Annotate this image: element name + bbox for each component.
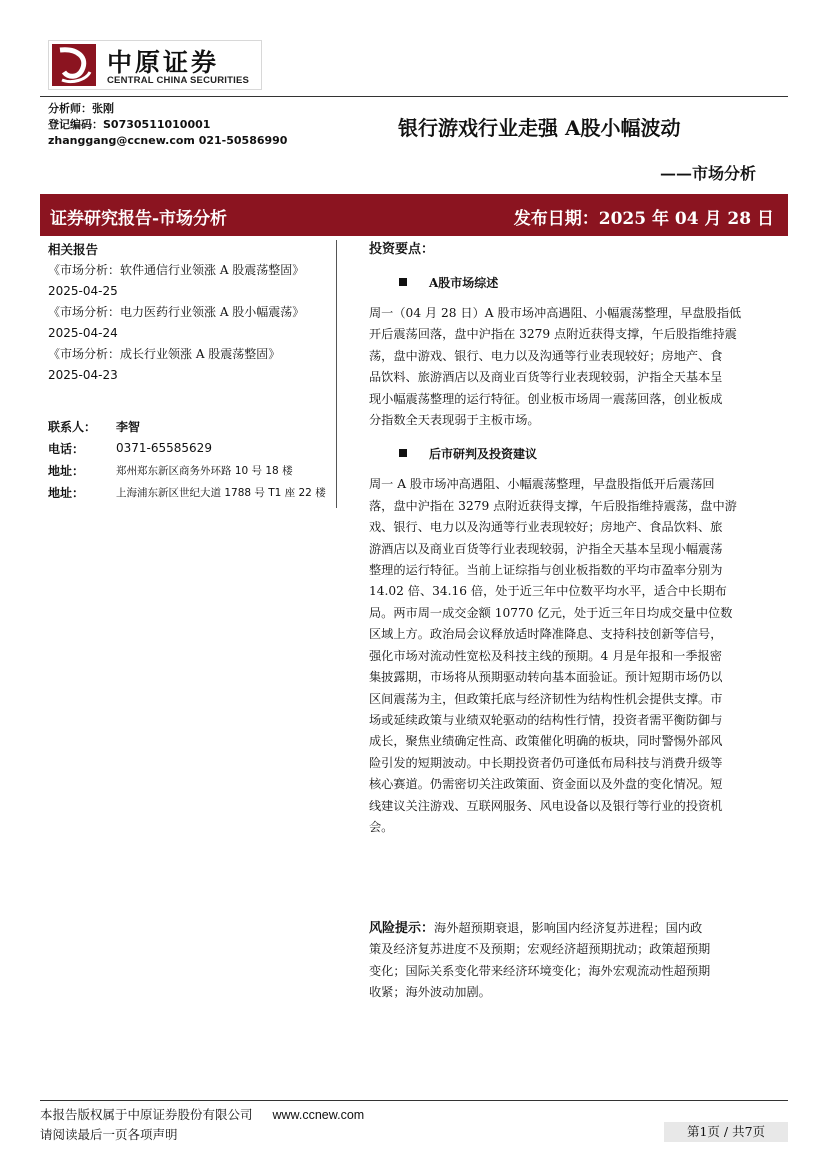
banner-publish-date: 发布日期：2025 年 04 月 28 日 [513,209,774,229]
text-line: 区间震荡为主，但政策托底与经济韧性为结构性机会提供支撑。市 [369,691,723,706]
analyst-name: 分析师：张刚 [48,102,114,115]
investment-highlights [369,239,787,838]
contact-address-shanghai: 上海浦东新区世纪大道 1788 号 T1 座 22 楼 [116,486,326,499]
bullet-square-icon [399,278,407,286]
contact-row [48,481,328,503]
contact-label: 联系人： [48,419,97,434]
text-line: 品饮料、旅游酒店以及商业百货等行业表现较弱，沪指全天基本呈 [369,370,723,385]
text-line: 会。 [369,819,394,834]
logo-chinese-name: 中原证券 [107,48,220,77]
text-line: 荡，盘中游戏、银行、电力以及沟通等行业表现较好；房地产、食 [369,348,723,363]
text-line: 集披露期，市场将从预期驱动转向基本面验证。预计短期市场仍以 [369,670,723,685]
footer-disclaimer: 请阅读最后一页各项声明 [40,1127,178,1142]
company-logo [48,40,262,90]
text-line: 开后震荡回落，盘中沪指在 3279 点附近获得支撑，午后股指维持震 [369,327,737,342]
page-indicator: 第1页 / 共7页 [664,1122,788,1142]
text-line: 落，盘中沪指在 3279 点附近获得支撑，午后股指维持震荡，盘中游 [369,498,737,513]
section-outlook-heading [369,443,787,463]
logo-english-name: CENTRAL CHINA SECURITIES [107,75,250,86]
header-rule [40,96,788,97]
contact-address-zhengzhou: 郑州郑东新区商务外环路 10 号 18 楼 [116,464,293,477]
contact-label: 地址： [48,463,85,478]
related-reports [48,239,328,386]
text-line: 区域上方。政治局会议释放适时降准降息、支持科技创新等信号， [369,627,723,642]
text-line: 整理的运行特征。当前上证综指与创业板指数的平均市盈率分别为 [369,563,723,578]
highlights-heading: 投资要点： [369,242,435,257]
outlook-text [369,474,787,838]
report-subtitle: ——市场分析 [659,164,756,183]
related-report-item[interactable]: 《市场分析：电力医药行业领涨 A 股小幅震荡》 2025-04-24 [48,305,305,340]
contact-phone: 0371-65585629 [116,441,212,455]
text-line: 策及经济复苏进度不及预期；宏观经济超预期扰动；政策超预期 [369,942,711,957]
text-line: 周一（04 月 28 日）A 股市场冲高遇阻、小幅震荡整理，早盘股指低 [369,306,742,320]
text-line: 线建议关注游戏、互联网服务、风电设备以及银行等行业的投资机 [369,798,723,813]
footer-website-link[interactable]: www.ccnew.com [272,1108,365,1122]
text-line: 收紧；海外波动加剧。 [369,985,491,1000]
text-line: 核心赛道。仍需密切关注政策面、资金面以及外盘的变化情况。短 [369,777,723,792]
contact-row [48,415,328,437]
logo-mark-icon [52,44,96,86]
section-title: A股市场综述 [429,275,499,290]
banner-report-type: 证券研究报告-市场分析 [50,209,228,229]
contact-info [48,415,328,503]
contact-person: 李智 [116,419,141,434]
footer-rule [40,1100,788,1101]
text-line: 海外超预期衰退，影响国内经济复苏进程；国内政 [434,921,703,935]
contact-label: 地址： [48,485,85,500]
risk-label: 风险提示： [369,921,435,936]
related-reports-heading: 相关报告 [48,242,99,257]
section-market-review-heading [369,272,787,292]
risk-warning [369,918,787,1004]
text-line: 周一 A 股市场冲高遇阻、小幅震荡整理，早盘股指低开后震荡回 [369,477,715,492]
analyst-contact: zhanggang@ccnew.com 021-50586990 [48,134,288,147]
text-line: 现小幅震荡整理的运行特征。创业板市场周一震荡回落，创业板成 [369,391,723,406]
market-review-text [369,303,787,431]
related-report-item[interactable]: 《市场分析：成长行业领涨 A 股震荡整固》 2025-04-23 [48,347,281,382]
section-title: 后市研判及投资建议 [429,446,538,461]
text-line: 成长，聚焦业绩确定性高、政策催化明确的板块，同时警惕外部风 [369,734,723,749]
text-line: 游酒店以及商业百货等行业表现较弱，沪指全天基本呈现小幅震荡 [369,541,723,556]
bullet-square-icon [399,449,407,457]
analyst-registration: 登记编码：S0730511010001 [48,118,211,131]
related-report-item[interactable]: 《市场分析：软件通信行业领涨 A 股震荡整固》 2025-04-25 [48,263,305,298]
text-line: 分指数全天表现弱于主板市场。 [369,413,540,428]
report-title: 银行游戏行业走强 A股小幅波动 [398,116,681,140]
contact-row [48,459,328,481]
text-line: 14.02 倍、34.16 倍，处于近三年中位数平均水平，适合中长期布 [369,584,727,599]
report-banner [40,194,788,236]
contact-row [48,437,328,459]
analyst-info [48,101,287,149]
contact-label: 电话： [48,441,85,456]
footer-copyright: 本报告版权属于中原证券股份有限公司 [40,1107,253,1122]
footer-info [40,1105,364,1144]
text-line: 戏、银行、电力以及沟通等行业表现较好；房地产、食品饮料、旅 [369,520,723,535]
text-line: 险引发的短期波动。中长期投资者仍可逢低布局科技与消费升级等 [369,755,723,770]
text-line: 局。两市周一成交金额 10770 亿元，处于近三年日均成交量中位数 [369,605,733,620]
column-divider [336,240,337,508]
text-line: 强化市场对流动性宽松及科技主线的预期。4 月是年报和一季报密 [369,648,722,663]
text-line: 场或延续政策与业绩双轮驱动的结构性行情，投资者需平衡防御与 [369,712,723,727]
text-line: 变化；国际关系变化带来经济环境变化；海外宏观流动性超预期 [369,963,711,978]
